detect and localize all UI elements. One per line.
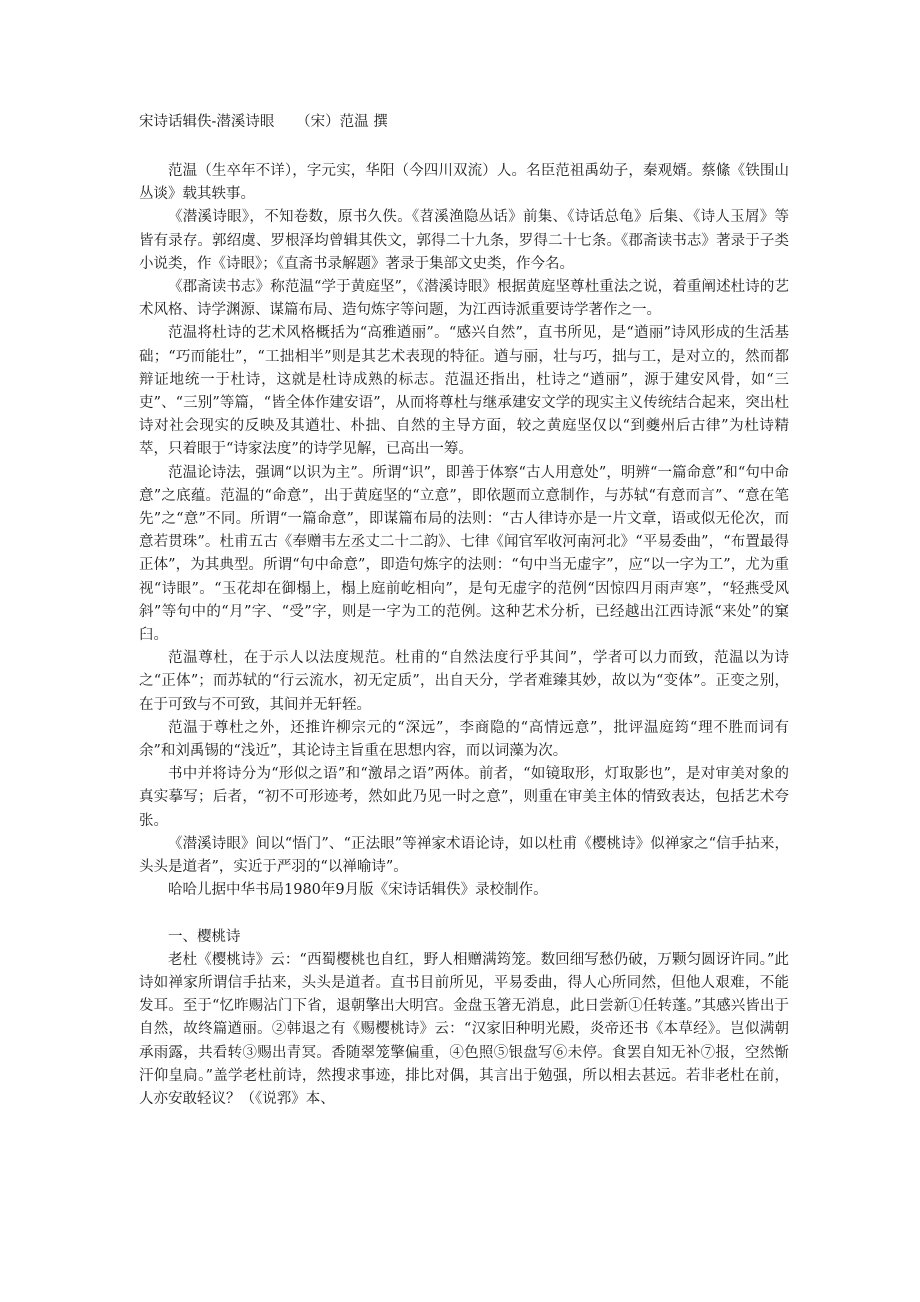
paragraph-two-styles: 书中并将诗分为“形似之语”和“激昂之语”两体。前者，“如镜取形，灯取影也”，是对审美对象的真实摹写；后者，“初不可形迹考，然如此乃见一时之意”，则重在审美主体的情致表达，包括艺术夸张。	[139, 766, 789, 829]
paragraph-author-bio: 范温（生卒年不详），字元实，华阳（今四川双流）人。名臣范祖禹幼子，秦观婿。蔡絛《铁围山丛谈》载其轶事。	[139, 163, 789, 203]
paragraph-zen: 《潜溪诗眼》间以“悟门”、“正法眼”等禅家术语论诗，如以杜甫《樱桃诗》似禅家之“信手拈来，头头是道者”，实近于严羽的“以禅喻诗”。	[139, 835, 789, 876]
document-title: 宋诗话辑佚-潜溪诗眼 （宋）范温 撰	[139, 114, 388, 130]
paragraph-cherry-poem: 老杜《樱桃诗》云：“西蜀樱桃也自红，野人相赠满筠笼。数回细写愁仍破，万颗匀圆讶许同。”此诗如禅家所谓信手拈来，头头是道者。直书目前所见，平易委曲，得人心所同然，但他人艰难，不能发耳。至于“忆昨赐沾门下省，退朝擎出大明宫。金盘玉箸无消息，此日尝新①任转蓬。”其感兴皆出于自然，故终篇遒丽。②韩退之有《赐樱桃诗》云：“汉家旧种明光殿，炎帝还书《本草经》。岂似满朝承雨露，共看转③赐出青冥。香随翠笼擎偏重，④色照⑤银盘写⑥未停。食罢自知无补⑦报，空然惭汗仰皇扃。”盖学老杜前诗，然搜求事迹，排比对偶，其言出于勉强，所以相去甚远。若非老杜在前，人亦安敢轻议？（《说郛》本、	[139, 951, 789, 1107]
section-heading: 一、樱桃诗	[168, 928, 241, 945]
paragraph-style: 范温将杜诗的艺术风格概括为“高雅遒丽”。“感兴自然”，直书所见，是“遒丽”诗风形成的生活基础；“巧而能壮”，“工拙相半”则是其艺术表现的特征。遒与丽，壮与巧，拙与工，是对立的，然而都辩证地统一于杜诗，这就是杜诗成熟的标志。范温还指出，杜诗之“遒丽”，源于建安风骨，如“三吏”、“三别”等篇，“皆全体作建安语”，从而将尊杜与继承建安文学的现实主义传统结合起来，突出杜诗对社会现实的反映及其遒壮、朴拙、自然的主导方面，较之黄庭坚仅以“到夔州后古律”为杜诗精萃，只着眼于“诗家法度”的诗学见解，已高出一筹。	[139, 325, 789, 458]
paragraph-source-note: 哈哈儿据中华书局1980年9月版《宋诗话辑佚》录校制作。	[168, 882, 548, 899]
document-page	[139, 110, 789, 1111]
paragraph-zundu: 范温尊杜，在于示人以法度规范。杜甫的“自然法度行乎其间”，学者可以力而致，范温以为诗之“正体”；而苏轼的“行云流水，初无定质”，出自天分，学者难臻其妙，故以为“变体”。正变之别，在于可致与不可致，其间并无轩轾。	[139, 650, 789, 713]
paragraph-other-poets: 范温于尊杜之外，还推许柳宗元的“深远”，李商隐的“高情远意”，批评温庭筠“理不胜而词有余”和刘禹锡的“浅近”，其论诗主旨重在思想内容，而以词藻为次。	[139, 719, 789, 760]
paragraph-school: 《郡斋读书志》称范温“学于黄庭坚”，《潜溪诗眼》根据黄庭坚尊杜重法之说，着重阐述杜诗的艺术风格、诗学渊源、谋篇布局、造句炼字等问题，为江西诗派重要诗学著作之一。	[139, 279, 789, 319]
paragraph-method: 范温论诗法，强调“以识为主”。所谓“识”，即善于体察“古人用意处”，明辨“一篇命意”和“句中命意”之底蕴。范温的“命意”，出于黄庭坚的“立意”，即依题而立意制作，与苏轼“有意而言”、“意在笔先”之“意”不同。所谓“一篇命意”，即谋篇布局的法则：“古人律诗亦是一片文章，语或似无伦次，而意若贯珠”。杜甫五古《奉赠韦左丞丈二十二韵》、七律《闻官军收河南河北》“平易委曲”，“布置最得正体”，为其典型。所谓“句中命意”，即造句炼字的法则：“句中当无虚字”，应“以一字为工”，尤为重视“诗眼”。“玉花却在御榻上，榻上庭前屹相向”，是句无虚字的范例“因惊四月雨声寒”，“轻燕受风斜”等句中的“月”字、“受”字，则是一字为工的范例。这种艺术分析，已经越出江西诗派“来处”的窠臼。	[139, 464, 789, 644]
paragraph-book-history: 《潜溪诗眼》，不知卷数，原书久佚。《苕溪渔隐丛话》前集、《诗话总龟》后集、《诗人玉屑》等皆有录存。郭绍虞、罗根泽均曾辑其佚文，郭得二十九条，罗得二十七条。《郡斋读书志》著录于子类小说类，作《诗眼》；《直斋书录解题》著录于集部文史类，作今名。	[139, 209, 789, 272]
section-spacer	[139, 903, 789, 926]
